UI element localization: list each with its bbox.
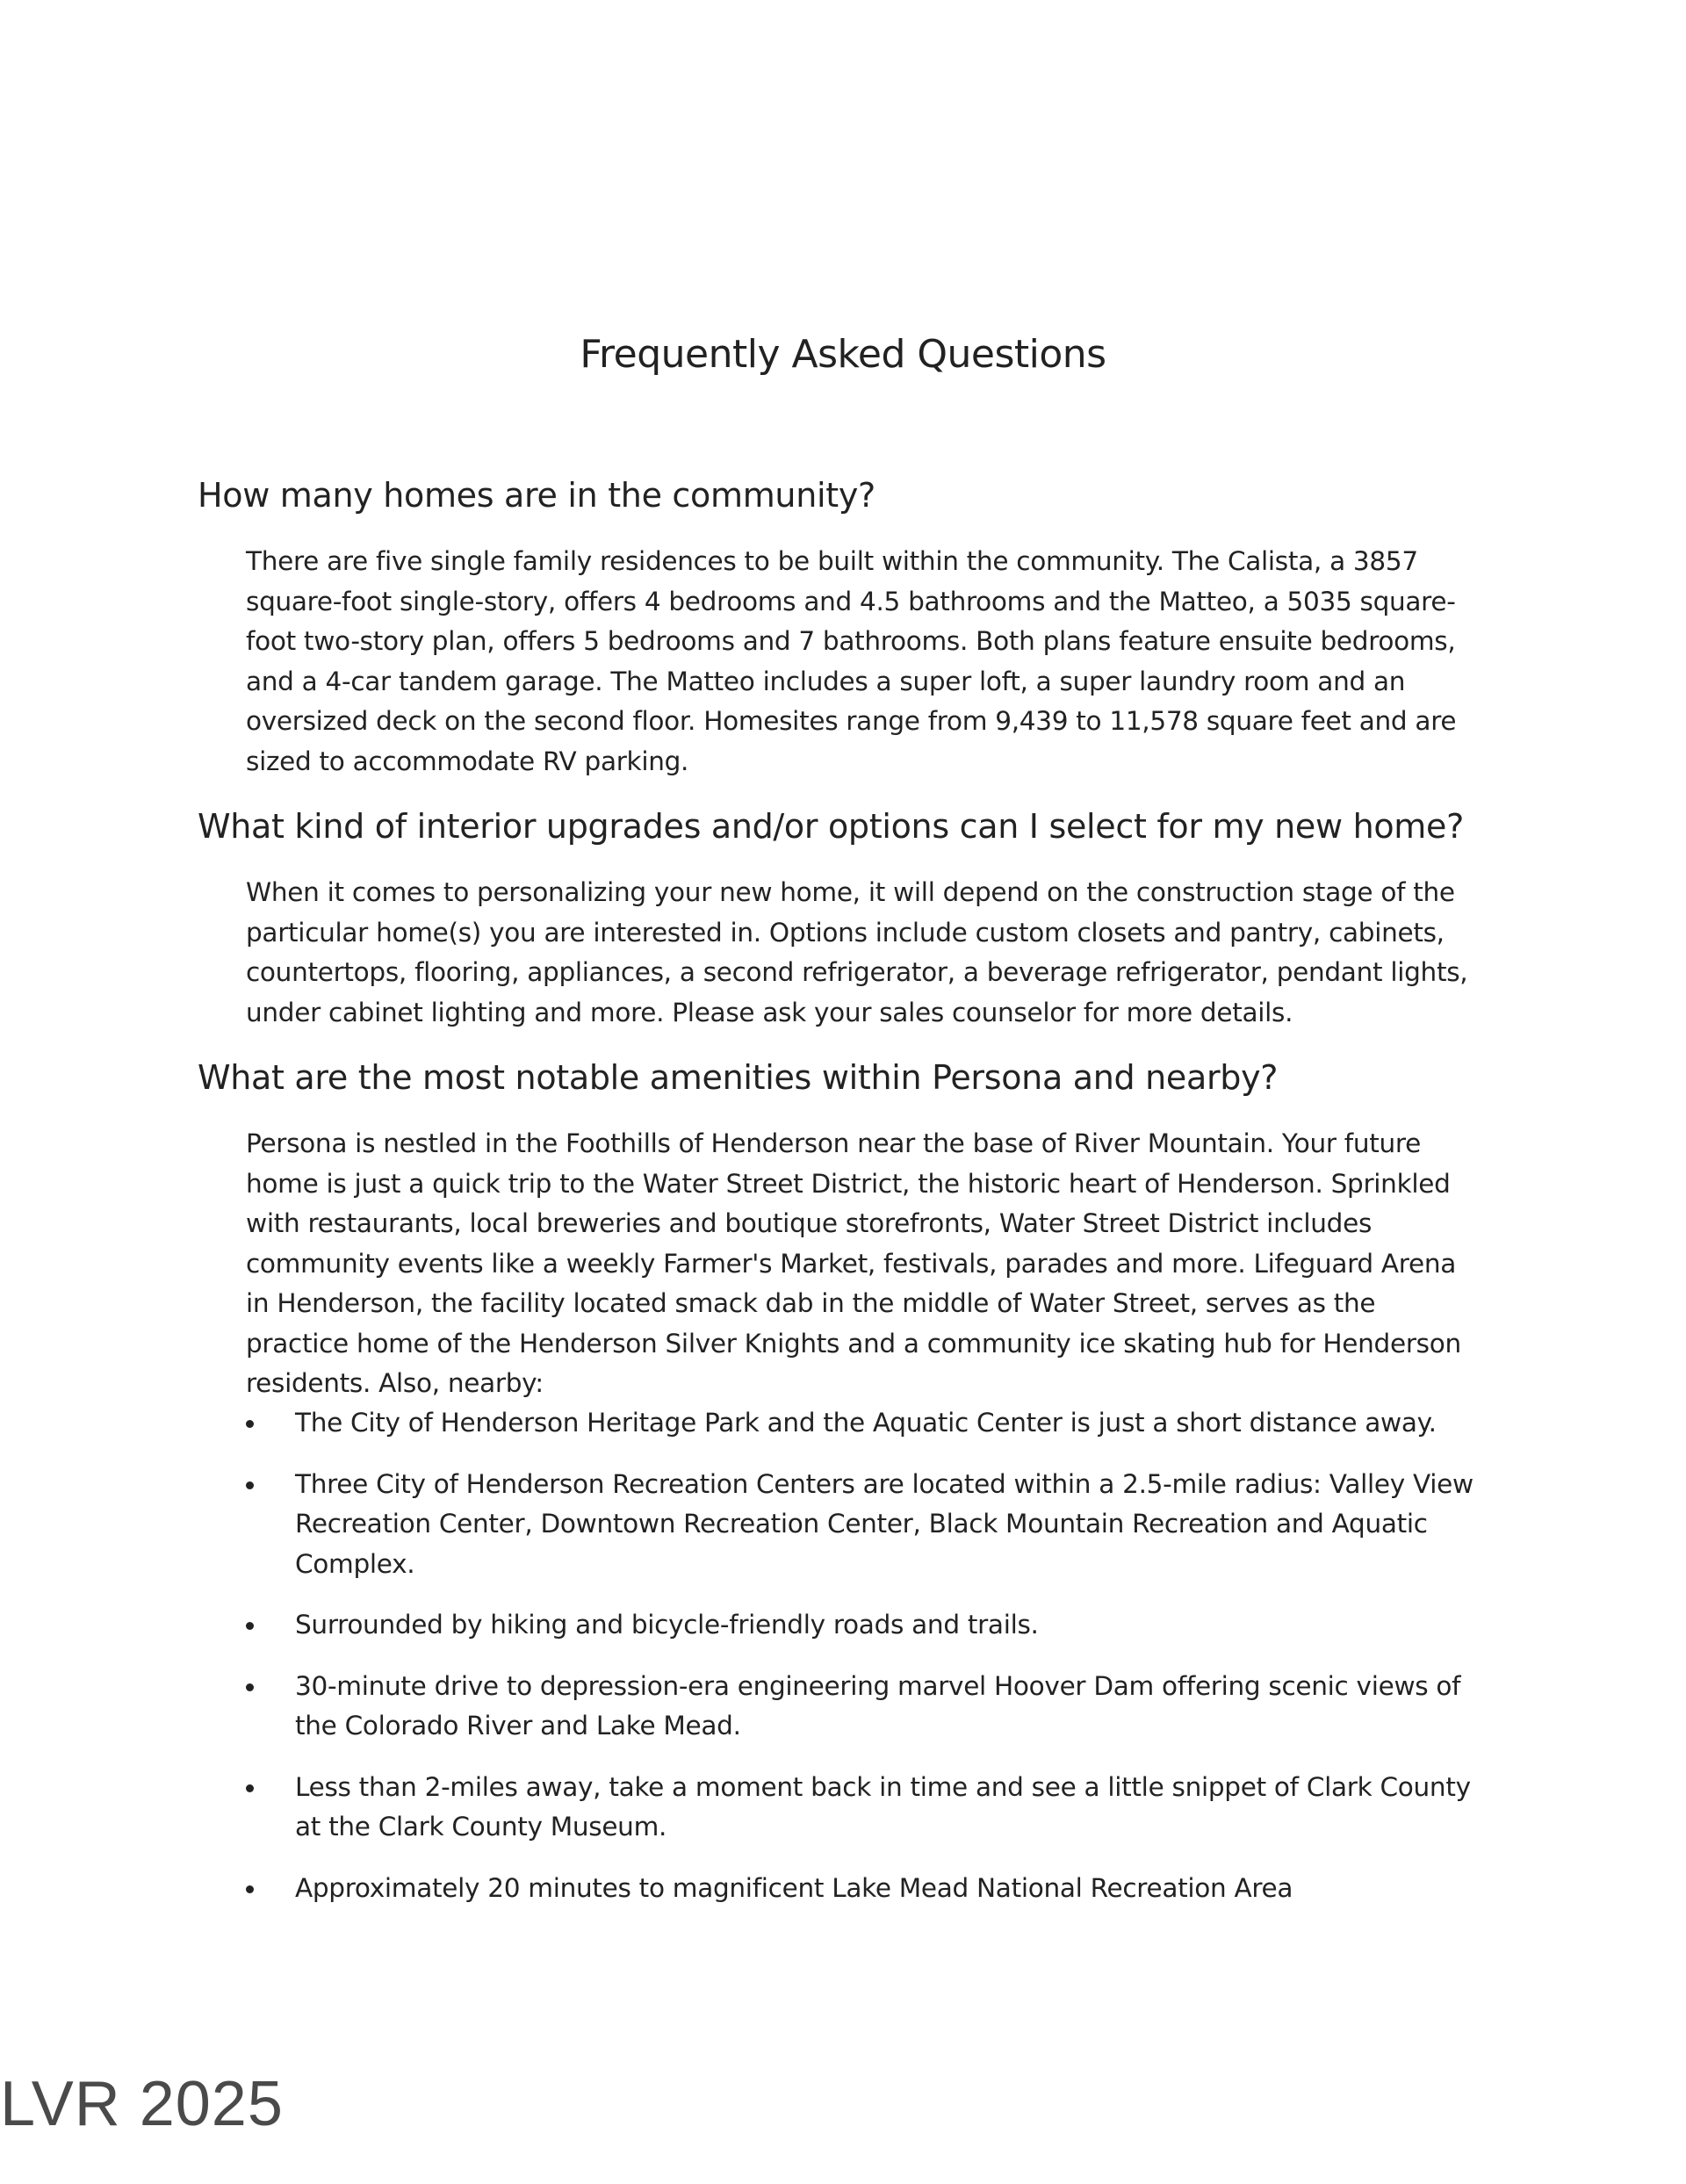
faq-answer-1 <box>246 542 1475 782</box>
list-item-text: Three City of Henderson Recreation Centers are located within a 2.5-mile radius: Valley View Recreation Center, Downtown Recreation Center, Black Mountain Recreation and Aquatic Complex. <box>295 1468 1473 1579</box>
list-item-text: Surrounded by hiking and bicycle-friendly roads and trails. <box>295 1610 1039 1640</box>
faq-question-2: What kind of interior upgrades and/or options can I select for my new home? <box>198 807 1464 846</box>
faq-answer-2 <box>246 873 1475 1033</box>
faq-answer-2-text: When it comes to personalizing your new home, it will depend on the construction stage of the particular home(s) you are interested in. Options include custom closets and pantry, cabinets, countertops, flooring, appliances, a second refrigerator, a beverage refrigerator, pendant lights, under cabinet lighting and more. Please ask your sales counselor for more details. <box>246 877 1468 1027</box>
faq-answer-1-text: There are five single family residences to be built within the community. The Calista, a 3857 square-foot single-story, offers 4 bedrooms and 4.5 bathrooms and the Matteo, a 5035 square-foot two-story plan, offers 5 bedrooms and 7 bathrooms. Both plans feature ensuite bedrooms, and a 4-car tandem garage. The Matteo includes a super loft, a super laundry room and an oversized deck on the second floor. Homesites range from 9,439 to 11,578 square feet and are sized to accommodate RV parking. <box>246 546 1457 776</box>
list-item <box>246 1403 1493 1444</box>
bullet-icon <box>246 1481 254 1489</box>
list-item-text: Approximately 20 minutes to magnificent Lake Mead National Recreation Area <box>295 1872 1293 1903</box>
bullet-icon <box>246 1420 254 1428</box>
list-item <box>246 1869 1493 1909</box>
list-item-text: 30-minute drive to depression-era engineering marvel Hoover Dam offering scenic views of the Colorado River and Lake Mead. <box>295 1670 1461 1741</box>
list-item-text: Less than 2-miles away, take a moment back in time and see a little snippet of Clark County at the Clark County Museum. <box>295 1771 1471 1842</box>
bullet-icon <box>246 1784 254 1792</box>
faq-question-1: How many homes are in the community? <box>198 476 875 515</box>
list-item <box>246 1667 1493 1747</box>
bullet-icon <box>246 1622 254 1630</box>
nearby-list <box>246 1403 1493 1929</box>
page-title: Frequently Asked Questions <box>580 332 1106 377</box>
list-item <box>246 1465 1493 1585</box>
bullet-icon <box>246 1885 254 1893</box>
faq-answer-3-text: Persona is nestled in the Foothills of Henderson near the base of River Mountain. Your future home is just a quick trip to the Water Street District, the historic heart of Henderson. Sprinkled with restaurants, local breweries and boutique storefronts, Water Street District includes community events like a weekly Farmer's Market, festivals, parades and more. Lifeguard Arena in Henderson, the facility located smack dab in the middle of Water Street, serves as the practice home of the Henderson Silver Knights and a community ice skating hub for Henderson residents. Also, nearby: <box>246 1128 1461 1398</box>
faq-question-3: What are the most notable amenities within Persona and nearby? <box>198 1058 1279 1097</box>
list-item-text: The City of Henderson Heritage Park and the Aquatic Center is just a short distance away. <box>295 1408 1437 1438</box>
faq-answer-3 <box>246 1124 1475 1404</box>
watermark: LVR 2025 <box>0 2069 284 2139</box>
list-item <box>246 1768 1493 1848</box>
list-item <box>246 1605 1493 1646</box>
bullet-icon <box>246 1683 254 1691</box>
